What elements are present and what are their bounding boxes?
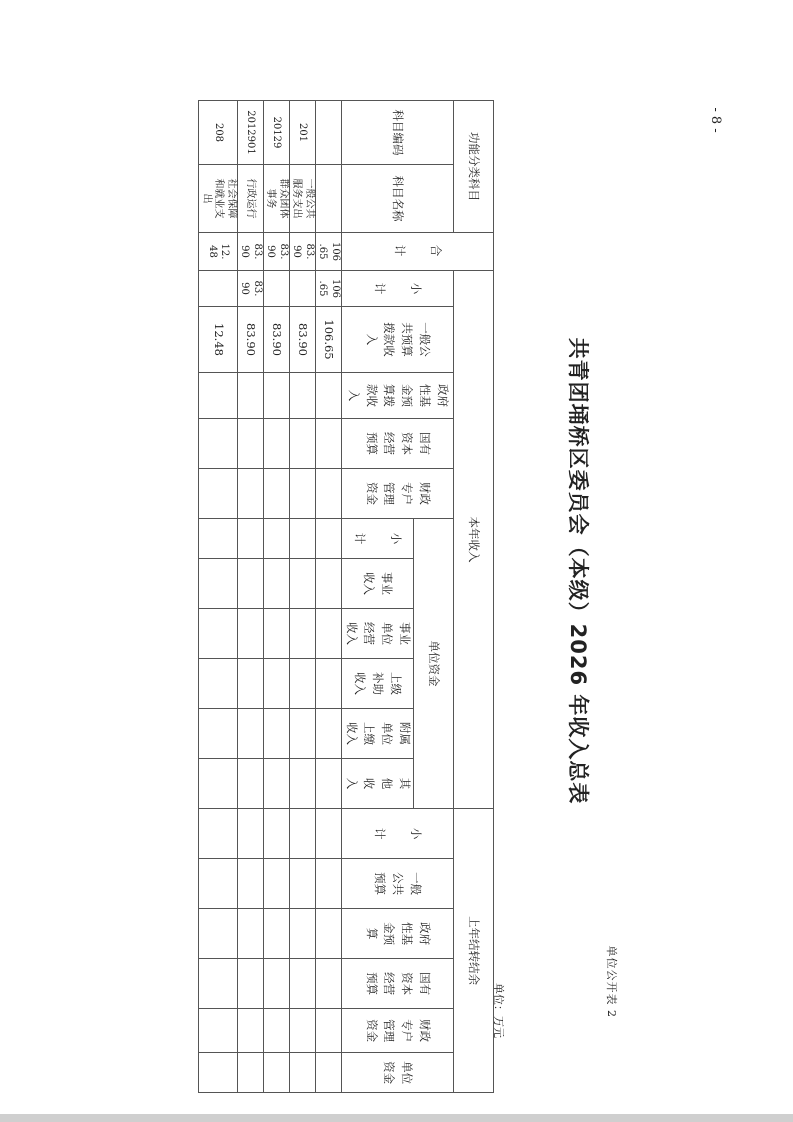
cell-code — [315, 101, 341, 165]
cell-total: 83. 90 — [263, 233, 289, 271]
table-row — [199, 101, 238, 1093]
header-carry-gov-fund: 政府 性基 金预 算 — [341, 909, 453, 959]
header-carryover: 上年结转结余 — [454, 809, 494, 1093]
table-row — [315, 101, 341, 1093]
header-carry-state-capital: 国有 资本 经营 预算 — [341, 959, 453, 1009]
cell-total: 83. 90 — [289, 233, 315, 271]
income-summary-table — [198, 100, 494, 1093]
landscape-page — [200, 100, 650, 1085]
table-row — [237, 101, 263, 1093]
cell-name: 社会保障 和就业支 出 — [199, 165, 238, 233]
header-fiscal-special: 财政 专户 管理 资金 — [341, 469, 453, 519]
header-subject-code: 科目编码 — [341, 101, 453, 165]
cell-subtotal: 106 .65 — [315, 271, 341, 307]
unit-label: 单位：万元 — [492, 983, 505, 1038]
header-subtotal: 小 计 — [341, 271, 453, 307]
cell-name: 一般公共 服务支出 — [289, 165, 315, 233]
cell-total: 83. 90 — [237, 233, 263, 271]
cell-name: 行政运行 — [237, 165, 263, 233]
cell-total: 106 .65 — [315, 233, 341, 271]
header-unit-funds: 单位资金 — [414, 519, 454, 809]
header-other-income: 其 他 收 入 — [341, 759, 413, 809]
cell-name — [315, 165, 341, 233]
header-state-capital: 国有 资本 经营 预算 — [341, 419, 453, 469]
cell-code: 208 — [199, 101, 238, 165]
header-gov-fund: 政府 性基 金预 算拨 款收 入 — [341, 373, 453, 419]
header-carry-general: 一般 公共 预算 — [341, 859, 453, 909]
cell-general-budget: 83.90 — [263, 307, 289, 373]
header-this-year-income: 本年收入 — [454, 271, 494, 809]
page-bottom-edge — [0, 1114, 793, 1122]
cell-subtotal — [263, 271, 289, 307]
form-number: 单位公开表 2 — [605, 945, 618, 1018]
cell-subtotal — [289, 271, 315, 307]
cell-code: 2012901 — [237, 101, 263, 165]
header-carry-subtotal: 小 计 — [341, 809, 453, 859]
cell-name: 群众团体 事务 — [263, 165, 289, 233]
header-business-income: 事业 收入 — [341, 559, 413, 609]
cell-code: 20129 — [263, 101, 289, 165]
cell-code: 201 — [289, 101, 315, 165]
rotated-page-wrapper — [200, 100, 650, 1085]
document-title: 共青团埇桥区委员会（本级）2026 年收入总表 — [566, 337, 590, 805]
cell-general-budget: 83.90 — [237, 307, 263, 373]
header-carry-fiscal-special: 财政 专户 管理 资金 — [341, 1009, 453, 1053]
cell-subtotal — [199, 271, 238, 307]
cell-general-budget: 12.48 — [199, 307, 238, 373]
header-unit-subtotal: 小 计 — [341, 519, 413, 559]
header-affiliated-income: 附属 单位 上缴 收入 — [341, 709, 413, 759]
header-general-budget: 一般公 共预算 拨款收 入 — [341, 307, 453, 373]
cell-general-budget: 106.65 — [315, 307, 341, 373]
cell-total: 12. 48 — [199, 233, 238, 271]
header-total: 合 计 — [341, 233, 493, 271]
cell-general-budget: 83.90 — [289, 307, 315, 373]
cell-subtotal: 83. 90 — [237, 271, 263, 307]
table-row — [263, 101, 289, 1093]
page-number: - 8 - — [708, 107, 723, 133]
header-subject-name: 科目名称 — [341, 165, 453, 233]
header-superior-subsidy: 上级 补助 收入 — [341, 659, 413, 709]
header-business-operating: 事业 单位 经营 收入 — [341, 609, 413, 659]
header-carry-unit-funds: 单位 资金 — [341, 1053, 453, 1093]
table-row — [289, 101, 315, 1093]
header-function-category: 功能分类科目 — [454, 101, 494, 233]
